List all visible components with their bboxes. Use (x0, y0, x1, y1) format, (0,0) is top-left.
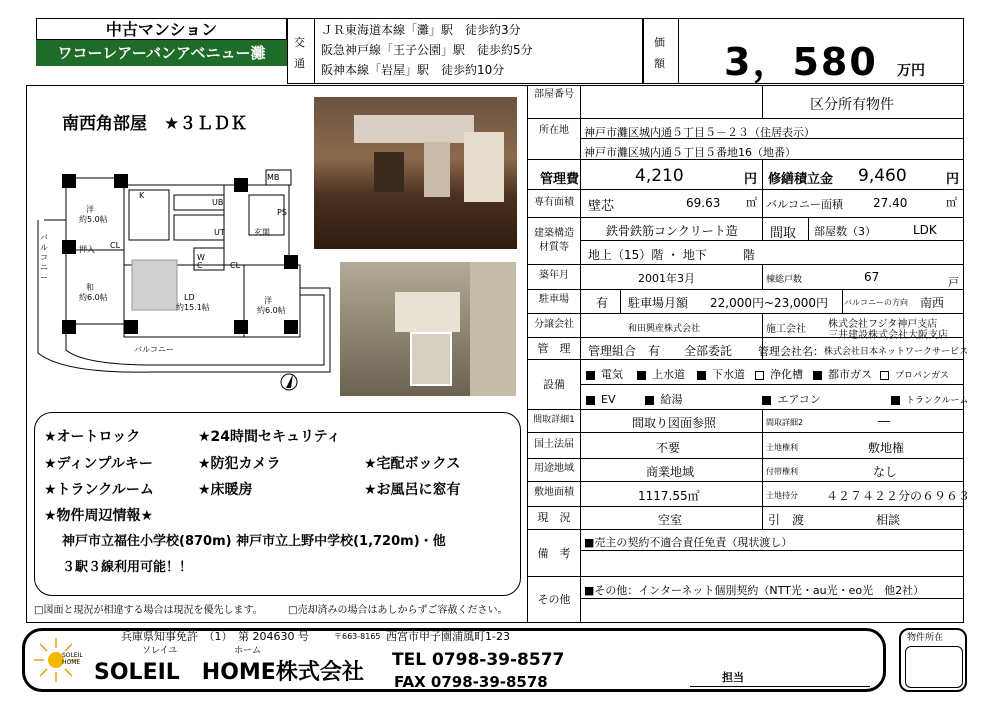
mgmt-company-label: 管理会社名： (758, 345, 824, 358)
land-share-label: 土地持分 (766, 491, 798, 500)
layout2: ― (878, 414, 890, 428)
balcony-sqm: ㎡ (946, 196, 957, 209)
svg-text:ニ: ニ (40, 263, 48, 272)
postal: 〒663-8165 (334, 632, 381, 641)
price-box (643, 18, 964, 84)
feature-2-3: ★宅配ボックス (364, 456, 461, 472)
svg-text:約6.0帖: 約6.0帖 (79, 293, 108, 302)
equip-item (697, 368, 745, 381)
builder-1: 株式会社フジタ神戸支店 (828, 319, 938, 330)
checked-box-icon (586, 371, 595, 380)
equip-row-1 (586, 366, 949, 382)
parking-fee: 22,000円~23,000円 (710, 296, 829, 310)
balcony-dir-label: バルコニーの方向 (844, 298, 908, 307)
units-unit: 戸 (948, 276, 959, 289)
builder-2: 三井建設株式会社大阪支店 (828, 330, 948, 341)
footnote-left: □図面と現況が相違する場合は現況を優先します。 (34, 605, 263, 616)
checked-box-icon (813, 371, 822, 380)
equip-item-label: 給湯 (660, 393, 683, 406)
checked-box-icon (586, 396, 595, 405)
svg-text:CL: CL (110, 241, 121, 250)
svg-text:CL: CL (230, 261, 241, 270)
price-label: 価額 (654, 36, 665, 70)
area-value: 69.63 (686, 196, 721, 210)
equip-item-label: 下水道 (712, 368, 745, 381)
checked-box-icon (637, 371, 646, 380)
units: 67 (864, 270, 880, 284)
svg-text:ル: ル (40, 243, 48, 252)
headline: 南西角部屋 ★３ＬＤＫ (62, 114, 248, 134)
svg-text:和: 和 (86, 283, 94, 292)
equip-item-label: 浄化槽 (770, 368, 803, 381)
location-label: 所在地 (539, 125, 569, 136)
seller: 和田興産株式会社 (628, 324, 701, 334)
parking-fee-label: 駐車場月額 (628, 296, 689, 310)
details-table (527, 85, 971, 623)
equip-item-label: EV (601, 393, 616, 406)
attached: なし (873, 465, 898, 479)
layout-label: 間取 (770, 226, 797, 241)
status: 空室 (658, 513, 683, 527)
svg-text:UT: UT (214, 228, 225, 237)
svg-text:玄関: 玄関 (254, 228, 270, 237)
unchecked-box-icon (755, 371, 764, 380)
land-law: 不要 (656, 441, 681, 455)
area-type: 壁芯 (588, 199, 615, 214)
svg-text:PS: PS (277, 208, 287, 217)
attached-label: 付帯権利 (766, 467, 798, 476)
ruby-home: ホーム (234, 646, 262, 656)
svg-text:LD: LD (184, 293, 195, 302)
feature-1-1: ★オートロック (44, 429, 141, 445)
category-label: 中古マンション (105, 20, 218, 39)
status-label: 現 況 (537, 511, 571, 524)
mgmt-fee-yen: 円 (744, 172, 758, 187)
footnote-right: □売却済みの場合はあしからずご容赦ください。 (288, 605, 508, 616)
feature-3-1: ★トランクルーム (44, 482, 154, 498)
structure: 鉄骨鉄筋コンクリート造 (606, 224, 738, 238)
parking-label: 駐車場 (539, 294, 569, 305)
zoning: 商業地域 (646, 465, 695, 479)
repair-fee: 9,460 (858, 166, 907, 186)
handover-label: 引 渡 (768, 513, 805, 527)
access-label: 交通 (294, 36, 305, 70)
equip-item (586, 368, 623, 381)
mgmt-label: 管 理 (537, 342, 571, 355)
remarks: ■売主の契約不適合責任免責（現状渡し） (584, 536, 793, 549)
ldk: LDK (913, 223, 937, 237)
built: 2001年3月 (638, 272, 695, 285)
mgmt-fee-label: 管理費 (540, 172, 580, 187)
zoning-label: 用途地域 (534, 463, 574, 474)
ruby-soleil: ソレイユ (142, 646, 178, 656)
land-share: ４２７４２２分の６９６３ (826, 489, 971, 503)
other: ■その他：インターネット個別契約（NTT光・au光・eo光 他2社） (584, 584, 925, 597)
rooms-label: 部屋数（3） (814, 225, 876, 238)
built-label: 築年月 (539, 270, 569, 281)
seller-label: 分譲会社 (534, 319, 574, 330)
equip-item (762, 393, 820, 406)
svg-text:約6.0帖: 約6.0帖 (257, 306, 286, 315)
feature-3-3: ★お風呂に窓有 (364, 482, 461, 498)
mgmt-fee: 4,210 (635, 166, 684, 186)
svg-text:押入: 押入 (79, 245, 95, 254)
checked-box-icon (697, 371, 706, 380)
price-value: 3，580 (724, 40, 878, 84)
stamp-label: 物件所在 (907, 633, 944, 643)
repair-fee-yen: 円 (946, 172, 960, 187)
floors: 地上（15）階 ・ 地下 階 (588, 248, 755, 262)
land-right-label: 土地権利 (766, 443, 798, 452)
area-sqm: ㎡ (746, 196, 757, 209)
feature-3-2: ★床暖房 (198, 482, 253, 498)
feature-1-2: ★24時間セキュリティ (198, 429, 341, 445)
staff-line (690, 686, 870, 687)
fax: FAX 0798-39-8578 (394, 673, 548, 691)
address-display: 神戸市灘区城内通５丁目５－２３（住居表示） (584, 126, 815, 139)
repair-label: 修繕積立金 (768, 172, 834, 187)
access-line-3: 阪神本線「岩屋」駅 徒歩約10分 (321, 63, 505, 77)
staff-label: 担当 (722, 671, 744, 684)
equip-item-label: 上水道 (652, 368, 685, 381)
access-line-2: 阪急神戸線「王子公園」駅 徒歩約5分 (321, 43, 533, 57)
equip-row-2 (586, 391, 969, 407)
property-name-bar (36, 40, 287, 66)
mgmt-assoc: 管理組合 有 (588, 344, 661, 358)
svg-text:約15.1帖: 約15.1帖 (176, 303, 210, 312)
area-label: 専有面積 (534, 197, 574, 208)
checked-box-icon (891, 396, 900, 405)
layout1-label: 間取詳細1 (533, 415, 575, 425)
svg-text:K: K (139, 191, 145, 200)
svg-text:UB: UB (212, 198, 224, 207)
equip-item (586, 393, 615, 406)
equip-item (637, 368, 685, 381)
equip-item-label: 都市ガス (828, 368, 872, 381)
site-area-label: 敷地面積 (534, 487, 574, 498)
svg-text:ー: ー (40, 273, 48, 282)
access-line-1: ＪＲ東海道本線「灘」駅 徒歩約3分 (321, 23, 521, 37)
units-label: 棟総戸数 (766, 275, 803, 285)
logo-text: SOLEIL HOME (62, 652, 83, 667)
structure-label: 建築構造 材質等 (534, 228, 574, 253)
svg-text:バ: バ (40, 233, 48, 242)
mgmt-company: 株式会社日本ネットワークサービス (824, 347, 969, 357)
svg-text:コ: コ (40, 253, 48, 262)
stamp-box (899, 628, 967, 692)
nearby-title: ★物件周辺情報★ (44, 508, 154, 524)
svg-text:W: W (197, 253, 205, 262)
property-name: ワコーレアーバンアベニュー灘 (57, 44, 266, 62)
site-area: 1117.55㎡ (638, 489, 700, 503)
price-unit: 万円 (897, 63, 925, 79)
svg-text:約5.0帖: 約5.0帖 (79, 215, 108, 224)
floor-plan (34, 160, 334, 395)
layout1: 間取り図面参照 (632, 416, 717, 430)
ownership: 区分所有物件 (810, 97, 894, 113)
remarks-label: 備 考 (537, 547, 571, 560)
handover: 相談 (876, 513, 901, 527)
header-category-box (36, 18, 287, 40)
balcony-label: バルコニー面積 (766, 198, 843, 211)
svg-text:C: C (197, 261, 203, 270)
land-law-label: 国土法届 (534, 439, 574, 450)
equip-item (645, 393, 682, 406)
balcony-value: 27.40 (873, 196, 908, 210)
equip-item-label: エアコン (777, 393, 821, 406)
license: 兵庫県知事免許 （1） 第 204630 号 (121, 630, 309, 643)
equip-label: 設備 (543, 378, 565, 391)
equip-item (813, 368, 872, 381)
feature-2-1: ★ディンプルキー (44, 456, 153, 472)
nearby-line-1: 神戸市立福住小学校(870m) 神戸市立上野中学校(1,720m)・他 (62, 534, 446, 549)
address-lot: 神戸市灘区城内通５丁目５番地16（地番） (584, 146, 796, 159)
room-no-label: 部屋番号 (534, 89, 574, 100)
feature-2-2: ★防犯カメラ (198, 456, 281, 472)
parking: 有 (596, 296, 609, 310)
equip-item (755, 368, 803, 381)
unchecked-box-icon (880, 371, 889, 380)
svg-text:MB: MB (267, 173, 280, 182)
land-right: 敷地権 (868, 441, 905, 455)
equip-item (891, 393, 969, 406)
mgmt-type: 全部委託 (684, 344, 733, 358)
svg-text:洋: 洋 (264, 296, 272, 305)
other-label: その他 (537, 593, 571, 606)
checked-box-icon (645, 396, 654, 405)
equip-item-label: 電気 (601, 368, 623, 381)
checked-box-icon (762, 396, 771, 405)
company-address: 西宮市甲子園浦風町1-23 (386, 630, 510, 643)
svg-text:バルコニー: バルコニー (134, 345, 174, 354)
equip-item (880, 368, 949, 381)
photo-living-room (314, 97, 517, 249)
tel[interactable]: TEL 0798-39-8577 (392, 650, 565, 670)
svg-text:洋: 洋 (86, 205, 94, 214)
builder-label: 施工会社 (766, 324, 806, 335)
equip-item-label: プロパンガス (895, 371, 950, 381)
layout2-label: 間取詳細2 (766, 418, 804, 427)
nearby-line-2: ３駅３線利用可能！！ (62, 560, 193, 575)
access-box (287, 18, 643, 84)
company-name: SOLEIL HOME株式会社 (94, 660, 364, 685)
equip-item-label: トランクルーム (905, 396, 969, 406)
balcony-dir: 南西 (920, 296, 945, 310)
photo-hallway (340, 262, 516, 396)
